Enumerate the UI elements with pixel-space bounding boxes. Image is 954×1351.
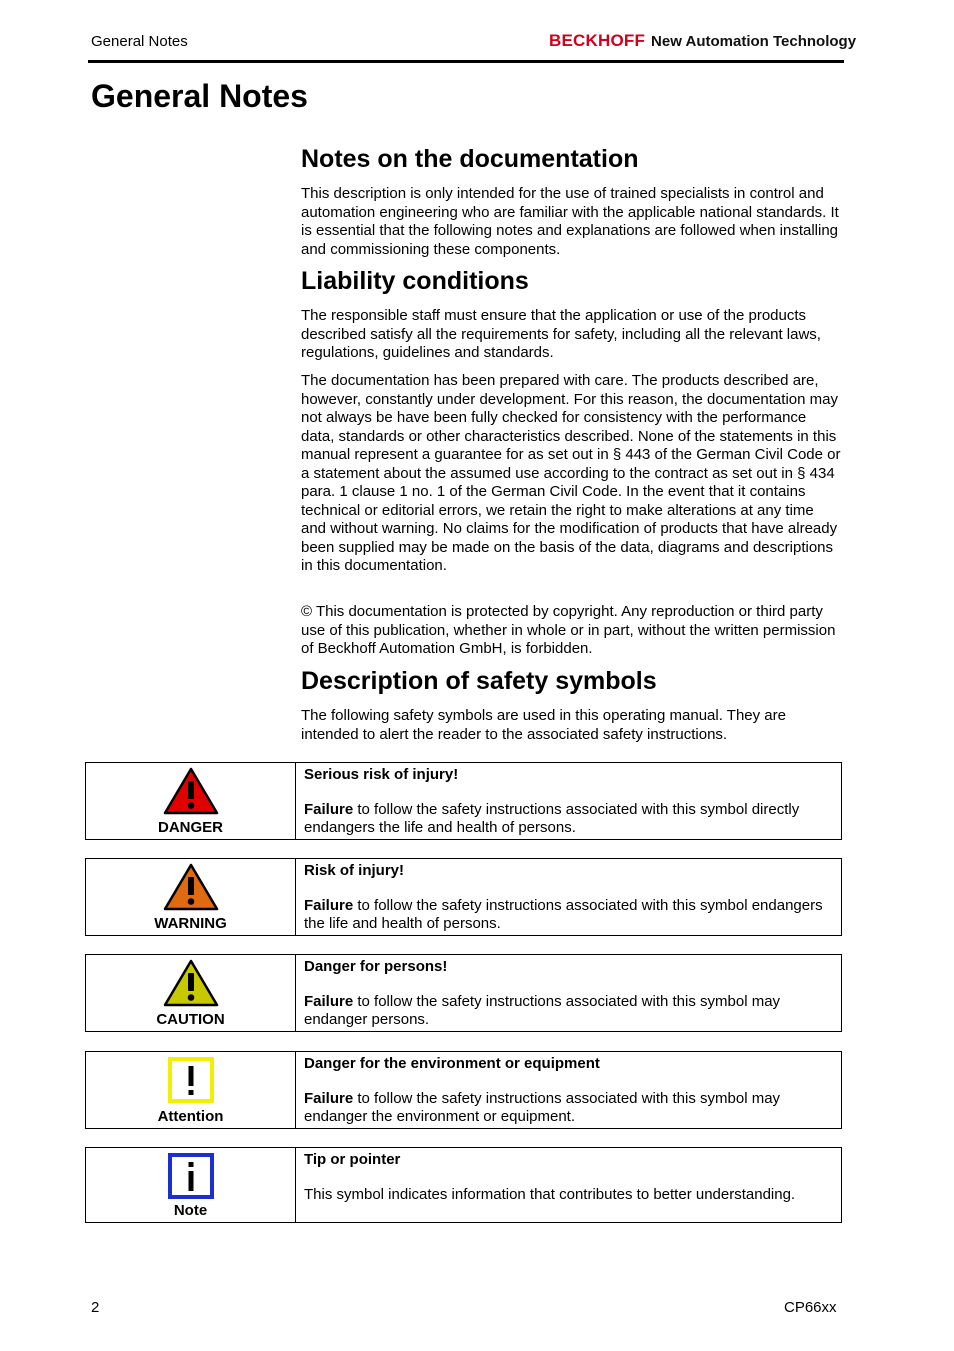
description-bold: Failure <box>304 1089 354 1107</box>
paragraph-notes: This description is only intended for the use of trained specialists in control and automation engineering who are familiar with the applicable national standards. It is essential that the following notes and explanations are followed when installing and commissioning these components. <box>301 185 839 258</box>
page-number: 2 <box>91 1299 100 1316</box>
description-text <box>304 1090 833 1127</box>
description-bold: Failure <box>304 896 354 914</box>
attention-square-icon <box>167 1056 215 1104</box>
brand-tagline: New Automation Technology <box>651 33 857 50</box>
brand-logo <box>549 31 856 51</box>
header-rule <box>88 60 844 63</box>
description-bold: Failure <box>304 992 354 1010</box>
description-cell <box>296 955 841 1031</box>
description-heading: Tip or pointer <box>304 1151 401 1168</box>
symbol-cell <box>86 1148 296 1222</box>
symbol-label: Note <box>173 1202 208 1219</box>
description-body: to follow the safety instructions associated with this symbol may endanger persons. <box>304 992 781 1028</box>
symbol-cell <box>86 763 296 839</box>
symbol-cell <box>86 1052 296 1128</box>
description-cell <box>296 763 841 839</box>
description-text <box>304 993 833 1030</box>
symbol-label: Attention <box>157 1108 224 1125</box>
caution-triangle-icon <box>163 959 219 1007</box>
safety-box-warning <box>85 858 842 936</box>
safety-box-note <box>85 1147 842 1223</box>
description-heading: Serious risk of injury! <box>304 766 459 783</box>
paragraph-copyright: © This documentation is protected by copyright. Any reproduction or third party use of this publication, whether in whole or in part, without the written permission of Beckhoff Automation GmbH, is forbidden. <box>301 603 836 657</box>
heading-liability-conditions: Liability conditions <box>301 267 529 295</box>
description-body: to follow the safety instructions associated with this symbol directly endangers the life and health of persons. <box>304 800 800 836</box>
symbol-cell <box>86 955 296 1031</box>
paragraph-safety-intro: The following safety symbols are used in this operating manual. They are intended to alert the reader to the associated safety instructions. <box>301 707 786 743</box>
description-heading: Risk of injury! <box>304 862 405 879</box>
symbol-label: DANGER <box>157 819 223 836</box>
description-text <box>304 801 833 838</box>
symbol-label: WARNING <box>154 915 227 932</box>
description-text <box>304 1186 833 1205</box>
symbol-label: CAUTION <box>156 1011 225 1028</box>
running-header-title: General Notes <box>91 33 188 50</box>
description-cell <box>296 1052 841 1128</box>
description-heading: Danger for the environment or equipment <box>304 1055 600 1072</box>
description-body: to follow the safety instructions associated with this symbol may endanger the environment or equipment. <box>304 1089 781 1125</box>
description-heading: Danger for persons! <box>304 958 448 975</box>
brand-name: BECKHOFF <box>549 31 646 50</box>
description-text <box>304 897 833 934</box>
info-square-icon <box>167 1152 215 1200</box>
safety-box-attention <box>85 1051 842 1129</box>
safety-box-caution <box>85 954 842 1032</box>
description-cell <box>296 1148 841 1222</box>
page-title: General Notes <box>91 78 308 114</box>
warning-triangle-icon <box>163 863 219 911</box>
heading-safety-symbols: Description of safety symbols <box>301 667 657 695</box>
danger-triangle-icon <box>163 767 219 815</box>
paragraph-liability-1: The responsible staff must ensure that the application or use of the products described satisfy all the requirements for safety, including all the relevant laws, regulations, guidelines and standards. <box>301 307 821 361</box>
symbol-cell <box>86 859 296 935</box>
heading-notes-on-documentation: Notes on the documentation <box>301 145 639 173</box>
description-body: to follow the safety instructions associated with this symbol endangers the life and health of persons. <box>304 896 823 932</box>
description-bold: Failure <box>304 800 354 818</box>
safety-box-danger <box>85 762 842 840</box>
paragraph-liability-2: The documentation has been prepared with care. The products described are, however, constantly under development. For this reason, the documentation may not always be have been fully checked for consistency with the performance data, standards or other characteristics described. None of the statements in this manual represent a guarantee for as set out in § 443 of the German Civil Code or a statement about the assumed use according to the contract as set out in § 434 para. 1 clause 1 no. 1 of the German Civil Code. In the event that it contains technical or editorial errors, we retain the right to make alterations at any time and without warning. No claims for the modification of products that have already been supplied may be made on the basis of the data, diagrams and descriptions in this documentation. <box>301 372 841 574</box>
description-cell <box>296 859 841 935</box>
description-body: This symbol indicates information that contributes to better understanding. <box>304 1185 796 1203</box>
document-id: CP66xx <box>784 1299 837 1316</box>
